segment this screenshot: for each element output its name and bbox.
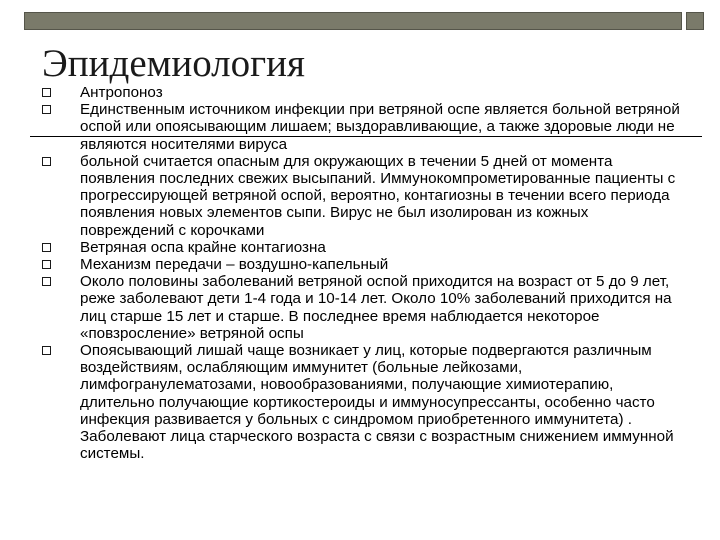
square-bullet-icon [42, 243, 51, 252]
list-item [42, 273, 682, 342]
square-bullet-icon [42, 260, 51, 269]
list-item [42, 256, 682, 273]
list-item-text: Механизм передачи – воздушно-капельный [80, 256, 389, 274]
list-item-text: Ветряная оспа крайне контагиозна [80, 238, 326, 256]
decorative-top-bar [24, 12, 682, 30]
bullet-list [42, 84, 682, 462]
list-item-text: больной считается опасным для окружающих в течении 5 дней от момента появления последних свежих высыпаний. Иммунокомпрометированные пациенты с прогрессирующей ветряной оспой, вероятно, контагиозны в течении всего периода появления новых элементов сыпи. Вирус не был изолирован из кожных повреждений с корочками [80, 152, 676, 239]
slide-title: Эпидемиология [42, 42, 305, 85]
square-bullet-icon [42, 346, 51, 355]
list-item-text: Около половины заболеваний ветряной оспой приходится на возраст от 5 до 9 лет, реже заболевают дети 1-4 года и 10-14 лет. Около 10% заболеваний приходится на лиц старше 15 лет и старше. В последнее время наблюдается некоторое «повзросление» ветряной оспы [80, 273, 672, 342]
list-item [42, 153, 682, 239]
square-bullet-icon [42, 157, 51, 166]
list-item [42, 239, 682, 256]
decorative-corner-square [686, 12, 704, 30]
list-item-text: Антропоноз [80, 84, 163, 101]
list-item-text: Единственным источником инфекции при ветряной оспе является больной ветряной оспой или опоясывающим лишаем; выздоравливающие, а также здоровые люди не являются носителями вируса [80, 101, 680, 153]
list-item [42, 84, 682, 101]
list-item [42, 101, 682, 153]
square-bullet-icon [42, 277, 51, 286]
list-item-text: Опоясывающий лишай чаще возникает у лиц, которые подвергаются различным воздействиям, ослабляющим иммунитет (больные лейкозами, лимфогранулематозами, новообразованиями, получающие химиотерапию, длительно получающие кортикостероиды и иммуносупрессанты, особенно часто инфекция развивается у больных с синдромом приобретенного иммунитета) . Заболевают лица старческого возраста с связи с возрастным снижением иммунной системы. [80, 342, 674, 463]
list-item [42, 342, 682, 462]
square-bullet-icon [42, 105, 51, 114]
square-bullet-icon [42, 88, 51, 97]
